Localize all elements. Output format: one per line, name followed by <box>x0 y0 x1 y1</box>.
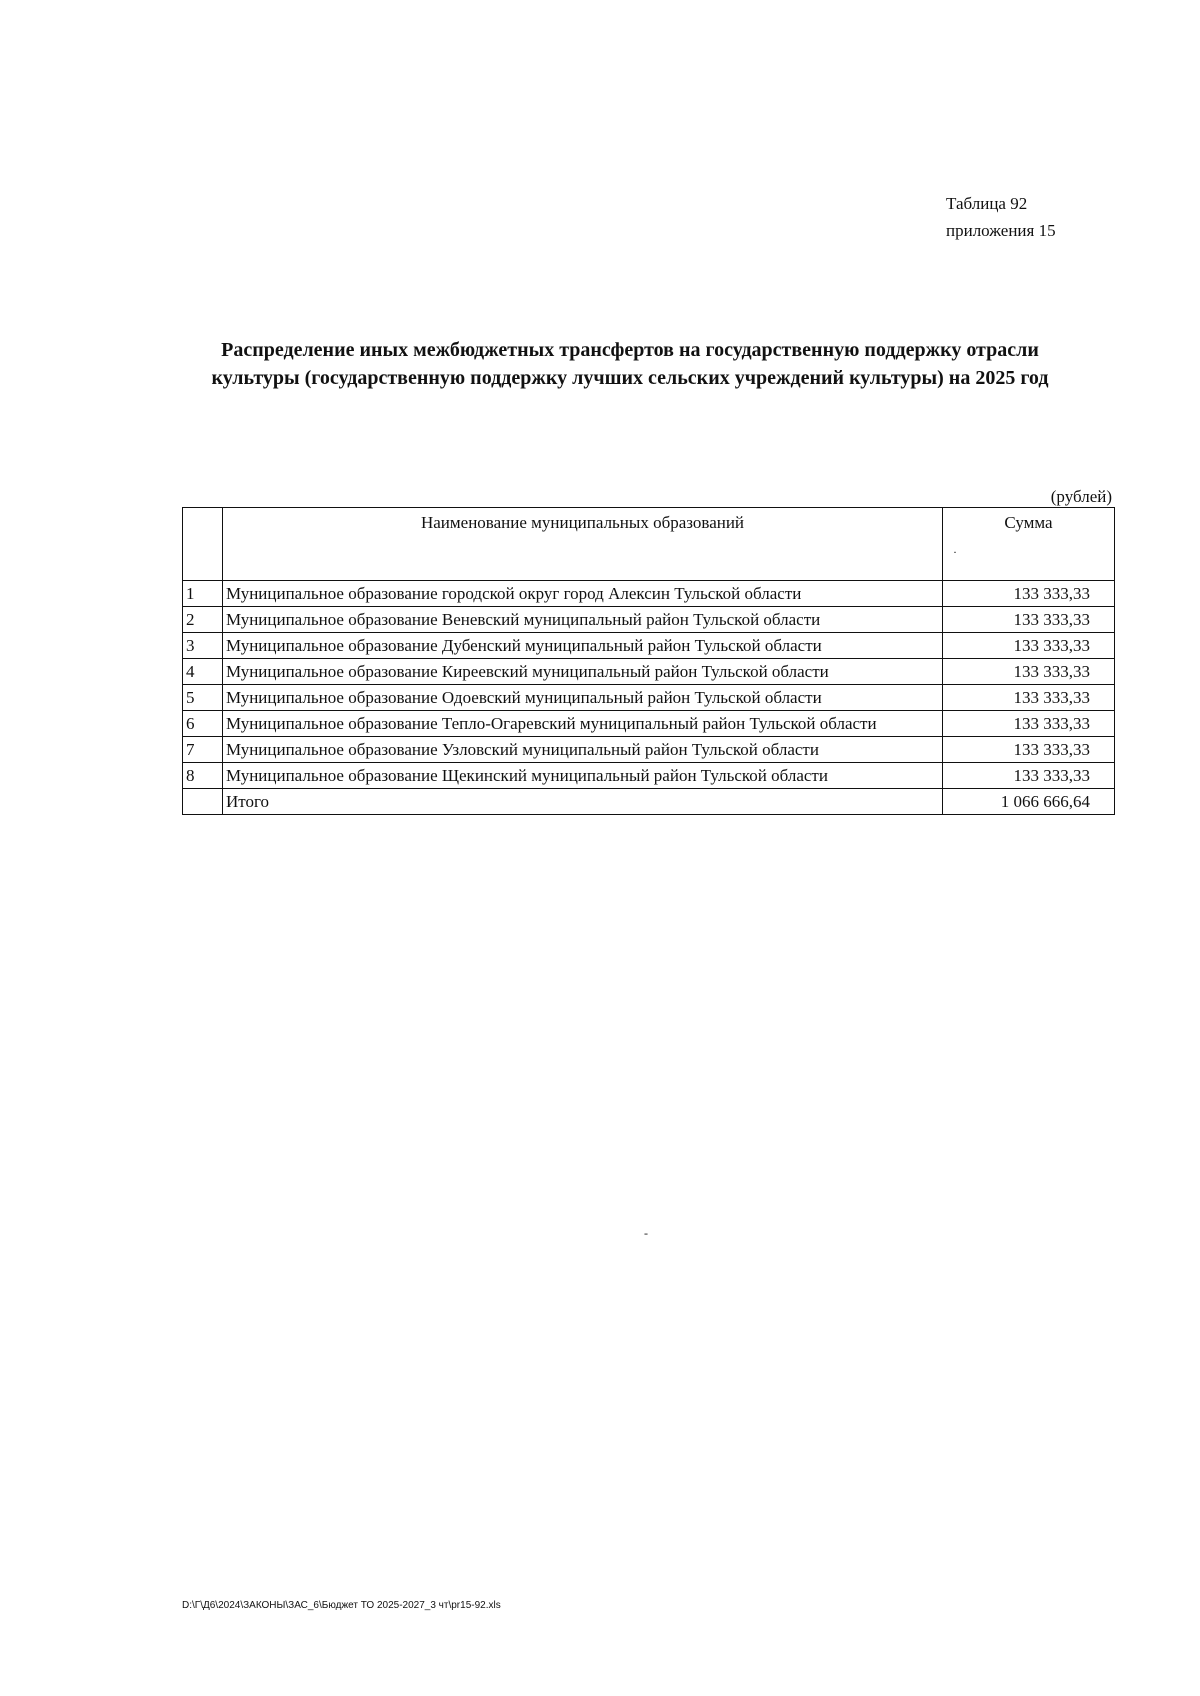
table-caption <box>946 190 1056 244</box>
row-municipality-name: Муниципальное образование Щекинский муниципальный район Тульской области <box>223 763 943 789</box>
row-sum: 133 333,33 <box>943 737 1115 763</box>
row-sum: 133 333,33 <box>943 633 1115 659</box>
row-sum: 133 333,33 <box>943 685 1115 711</box>
row-municipality-name: Муниципальное образование городской округ город Алексин Тульской области <box>223 581 943 607</box>
document-title <box>170 336 1090 392</box>
title-line-2: культуры (государственную поддержку лучших сельских учреждений культуры) на 2025 год <box>211 367 1049 389</box>
row-sum: 133 333,33 <box>943 581 1115 607</box>
header-sum <box>943 508 1115 581</box>
header-sum-label: Сумма <box>1004 513 1053 532</box>
table-header-row <box>183 508 1115 581</box>
caption-table-number: Таблица 92 <box>946 194 1028 213</box>
unit-label: (рублей) <box>1050 487 1112 506</box>
row-number: 7 <box>183 737 223 763</box>
row-number: 1 <box>183 581 223 607</box>
file-path-footer: D:\Г\Д6\2024\ЗАКОНЫ\ЗАС_6\Бюджет ТО 2025-2027_3 чт\pr15-92.xls <box>182 1600 501 1611</box>
row-number: 4 <box>183 659 223 685</box>
table-row <box>183 581 1115 607</box>
row-number: 2 <box>183 607 223 633</box>
row-municipality-name: Муниципальное образование Одоевский муниципальный район Тульской области <box>223 685 943 711</box>
row-number: 6 <box>183 711 223 737</box>
table-row <box>183 633 1115 659</box>
header-sum-mark: · <box>953 545 957 559</box>
table-row <box>183 685 1115 711</box>
caption-appendix-number: приложения 15 <box>946 221 1056 240</box>
row-number: 3 <box>183 633 223 659</box>
row-municipality-name: Муниципальное образование Узловский муниципальный район Тульской области <box>223 737 943 763</box>
row-number: 8 <box>183 763 223 789</box>
header-municipality-name: Наименование муниципальных образований <box>223 508 943 581</box>
row-number: 5 <box>183 685 223 711</box>
row-sum: 133 333,33 <box>943 659 1115 685</box>
total-sum: 1 066 666,64 <box>943 789 1115 815</box>
table-row <box>183 607 1115 633</box>
row-municipality-name: Муниципальное образование Веневский муниципальный район Тульской области <box>223 607 943 633</box>
table-total-row <box>183 789 1115 815</box>
row-municipality-name: Муниципальное образование Тепло-Огаревский муниципальный район Тульской области <box>223 711 943 737</box>
row-sum: 133 333,33 <box>943 711 1115 737</box>
table-row <box>183 763 1115 789</box>
distribution-table <box>182 507 1115 815</box>
table-body <box>183 581 1115 815</box>
row-sum: 133 333,33 <box>943 607 1115 633</box>
table-row <box>183 737 1115 763</box>
header-number <box>183 508 223 581</box>
table-row <box>183 659 1115 685</box>
row-sum: 133 333,33 <box>943 763 1115 789</box>
table-row <box>183 711 1115 737</box>
row-municipality-name: Муниципальное образование Киреевский муниципальный район Тульской области <box>223 659 943 685</box>
total-label: Итого <box>223 789 943 815</box>
title-line-1: Распределение иных межбюджетных трансфертов на государственную поддержку отрасли <box>221 339 1039 361</box>
row-municipality-name: Муниципальное образование Дубенский муниципальный район Тульской области <box>223 633 943 659</box>
total-number <box>183 789 223 815</box>
stray-mark: - <box>644 1226 648 1240</box>
